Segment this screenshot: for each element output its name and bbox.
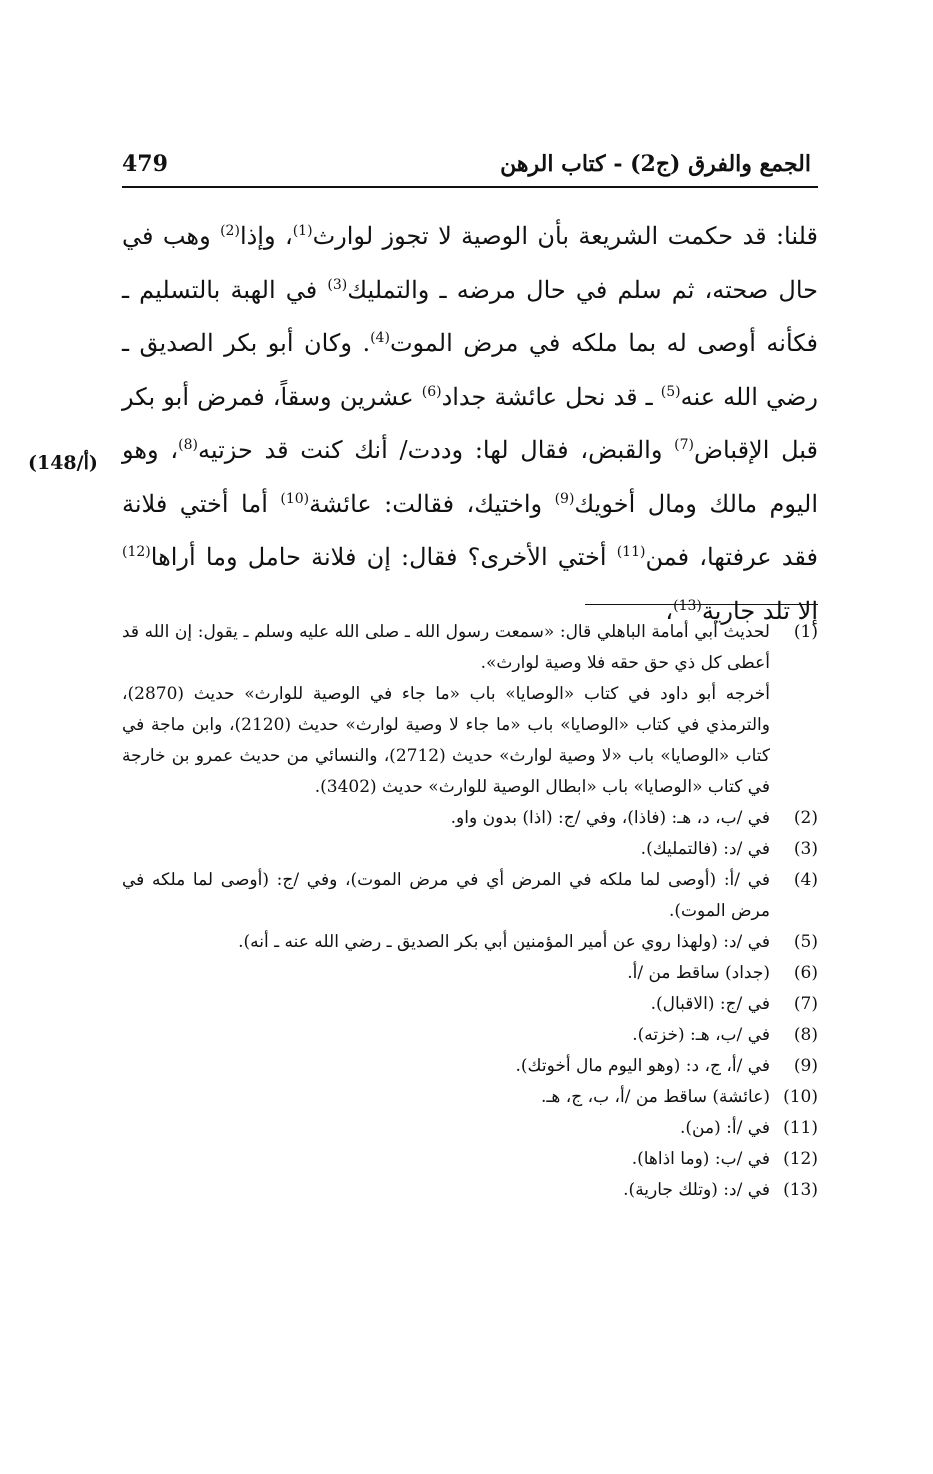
footnote-number: (8) [793,1025,818,1045]
text-run: قلنا: قد حكمت الشريعة بأن الوصية لا تجوز لوارث [312,222,819,250]
footnote-ref: (7) [674,437,694,453]
footnote-line: في /أ: (من). [680,1118,770,1138]
text-run: ، وإذا [239,222,293,250]
footnote-line: في /د: (ولهذا روي عن أمير المؤمنين أبي بكر الصديق ـ رضي الله عنه ـ أنه). [238,932,770,952]
footnote-line: في /ج: (الاقبال). [650,994,770,1014]
running-header-title: الجمع والفرق (ج2) - كتاب الرهن [500,151,811,177]
footnote-line: (جداد) ساقط من /أ. [627,963,770,983]
text-run: أما أختي فلانة فقد عرفتها، فمن [122,489,819,571]
footnote-number: (6) [793,963,818,983]
footnote-text [122,1144,770,1175]
footnote-item [122,1082,818,1113]
footnote-ref: (8) [178,437,198,453]
footnote-line: لحديث أبي أمامة الباهلي قال: «سمعت رسول الله ـ صلى الله عليه وسلم ـ يقول: إن الله قد أعطى كل ذي حق حقه فلا وصية لوارث». [122,622,770,673]
footnote-item [122,1051,818,1082]
footnote-ref: (3) [327,276,348,293]
footnote-separator [585,604,818,605]
footnote-line: في /ب، هـ: (خزته). [632,1025,770,1045]
footnote-item [122,617,818,803]
text-run: عشرين وسقاً، فمرض أبو بكر قبل الإقباض [122,382,818,464]
footnote-text [122,803,770,834]
footnote-item [122,1175,818,1206]
footnotes [122,617,818,1206]
footnote-text [122,1051,770,1082]
footnote-item [122,927,818,958]
text-run: ، [665,596,674,625]
main-text [122,210,818,638]
footnote-item [122,834,818,865]
footnote-number: (10) [783,1087,818,1107]
manuscript-folio-marker: (148/أ) [28,452,98,474]
footnote-ref: (5) [660,383,681,400]
footnote-number: (4) [793,870,818,890]
footnote-number: (1) [793,622,818,642]
footnote-number: (3) [793,839,818,859]
footnote-ref: (6) [421,383,442,400]
text-run: أختي الأخرى؟ فقال: إن فلانة حامل وما أراها [150,543,617,571]
footnote-text [122,1113,770,1144]
text-run: ، وهو اليوم مالك ومال أخويك [122,436,819,518]
text-run: وهب في حال صحته، ثم سلم في حال مرضه ـ والتمليك [122,222,818,304]
footnote-number: (7) [793,994,818,1014]
footnote-item [122,958,818,989]
footnote-ref: (10) [280,490,310,507]
footnote-line: في /د: (وتلك جارية). [623,1180,770,1200]
footnote-number: (13) [783,1180,818,1200]
footnote-line: في /أ، ج، د: (وهو اليوم مال أخوتك). [515,1056,770,1076]
footnote-line: أخرجه أبو داود في كتاب «الوصايا» باب «ما جاء في الوصية للوارث» حديث (2870)، والترمذي في كتاب «الوصايا» باب «ما جاء لا وصية لوارث» حديث (2120)، وابن ماجة في كتاب «الوصايا» باب «لا وصية لوارث» حديث (2712)، والنسائي من حديث عمرو بن خارجة في كتاب «الوصايا» باب «ابطال الوصية للوارث» حديث (3402). [122,684,770,797]
footnote-ref: (4) [370,330,390,346]
footnote-line: في /أ: (أوصى لما ملكه في المرض أي في مرض الموت)، وفي /ج: (أوصى لما ملكه في مرض الموت). [122,870,770,921]
footnote-line: (عائشة) ساقط من /أ، ب، ج، هـ. [541,1087,770,1107]
footnote-ref: (9) [554,490,575,507]
footnote-item [122,865,818,927]
text-run: . وكان أبو بكر الصديق ـ رضي الله عنه [122,329,818,411]
text-run: في الهبة بالتسليم ـ فكأنه أوصى له بما ملكه في مرض الموت [122,275,818,357]
footnote-number: (9) [793,1056,818,1076]
footnote-ref: (13) [673,597,702,614]
footnote-text [122,865,770,927]
footnote-text [122,617,770,803]
footnote-line: في /ب، د، هـ: (فاذا)، وفي /ج: (اذا) بدون واو. [450,808,770,828]
footnote-item [122,989,818,1020]
footnote-number: (12) [783,1149,818,1169]
footnote-ref: (1) [292,223,313,239]
footnote-text [122,834,770,865]
main-paragraph [122,210,818,638]
footnote-line: في /ب: (وما اذاها). [631,1149,770,1169]
header-rule [122,186,818,188]
footnote-line: في /د: (فالتمليك). [640,839,770,859]
footnote-number: (2) [793,808,818,828]
footnote-text [122,1082,770,1113]
footnote-item [122,803,818,834]
footnote-text [122,1175,770,1206]
text-run: واختيك، فقالت: عائشة [309,489,555,518]
footnote-text [122,1020,770,1051]
footnote-ref: (12) [122,544,151,560]
text-run: ـ قد نحل عائشة جداد [441,382,661,411]
footnote-number: (5) [793,932,818,952]
footnote-text [122,958,770,989]
footnote-text [122,927,770,958]
footnote-number: (11) [783,1118,818,1138]
text-run: إلا تلد جارية [701,596,818,625]
footnote-ref: (2) [220,223,240,239]
footnote-item [122,1113,818,1144]
footnote-text [122,989,770,1020]
footnote-item [122,1020,818,1051]
text-run: والقبض، فقال لها: وددت/ أنك كنت قد حزتيه [197,436,675,464]
page-number: 479 [122,151,168,177]
footnote-item [122,1144,818,1175]
footnote-ref: (11) [616,544,646,560]
